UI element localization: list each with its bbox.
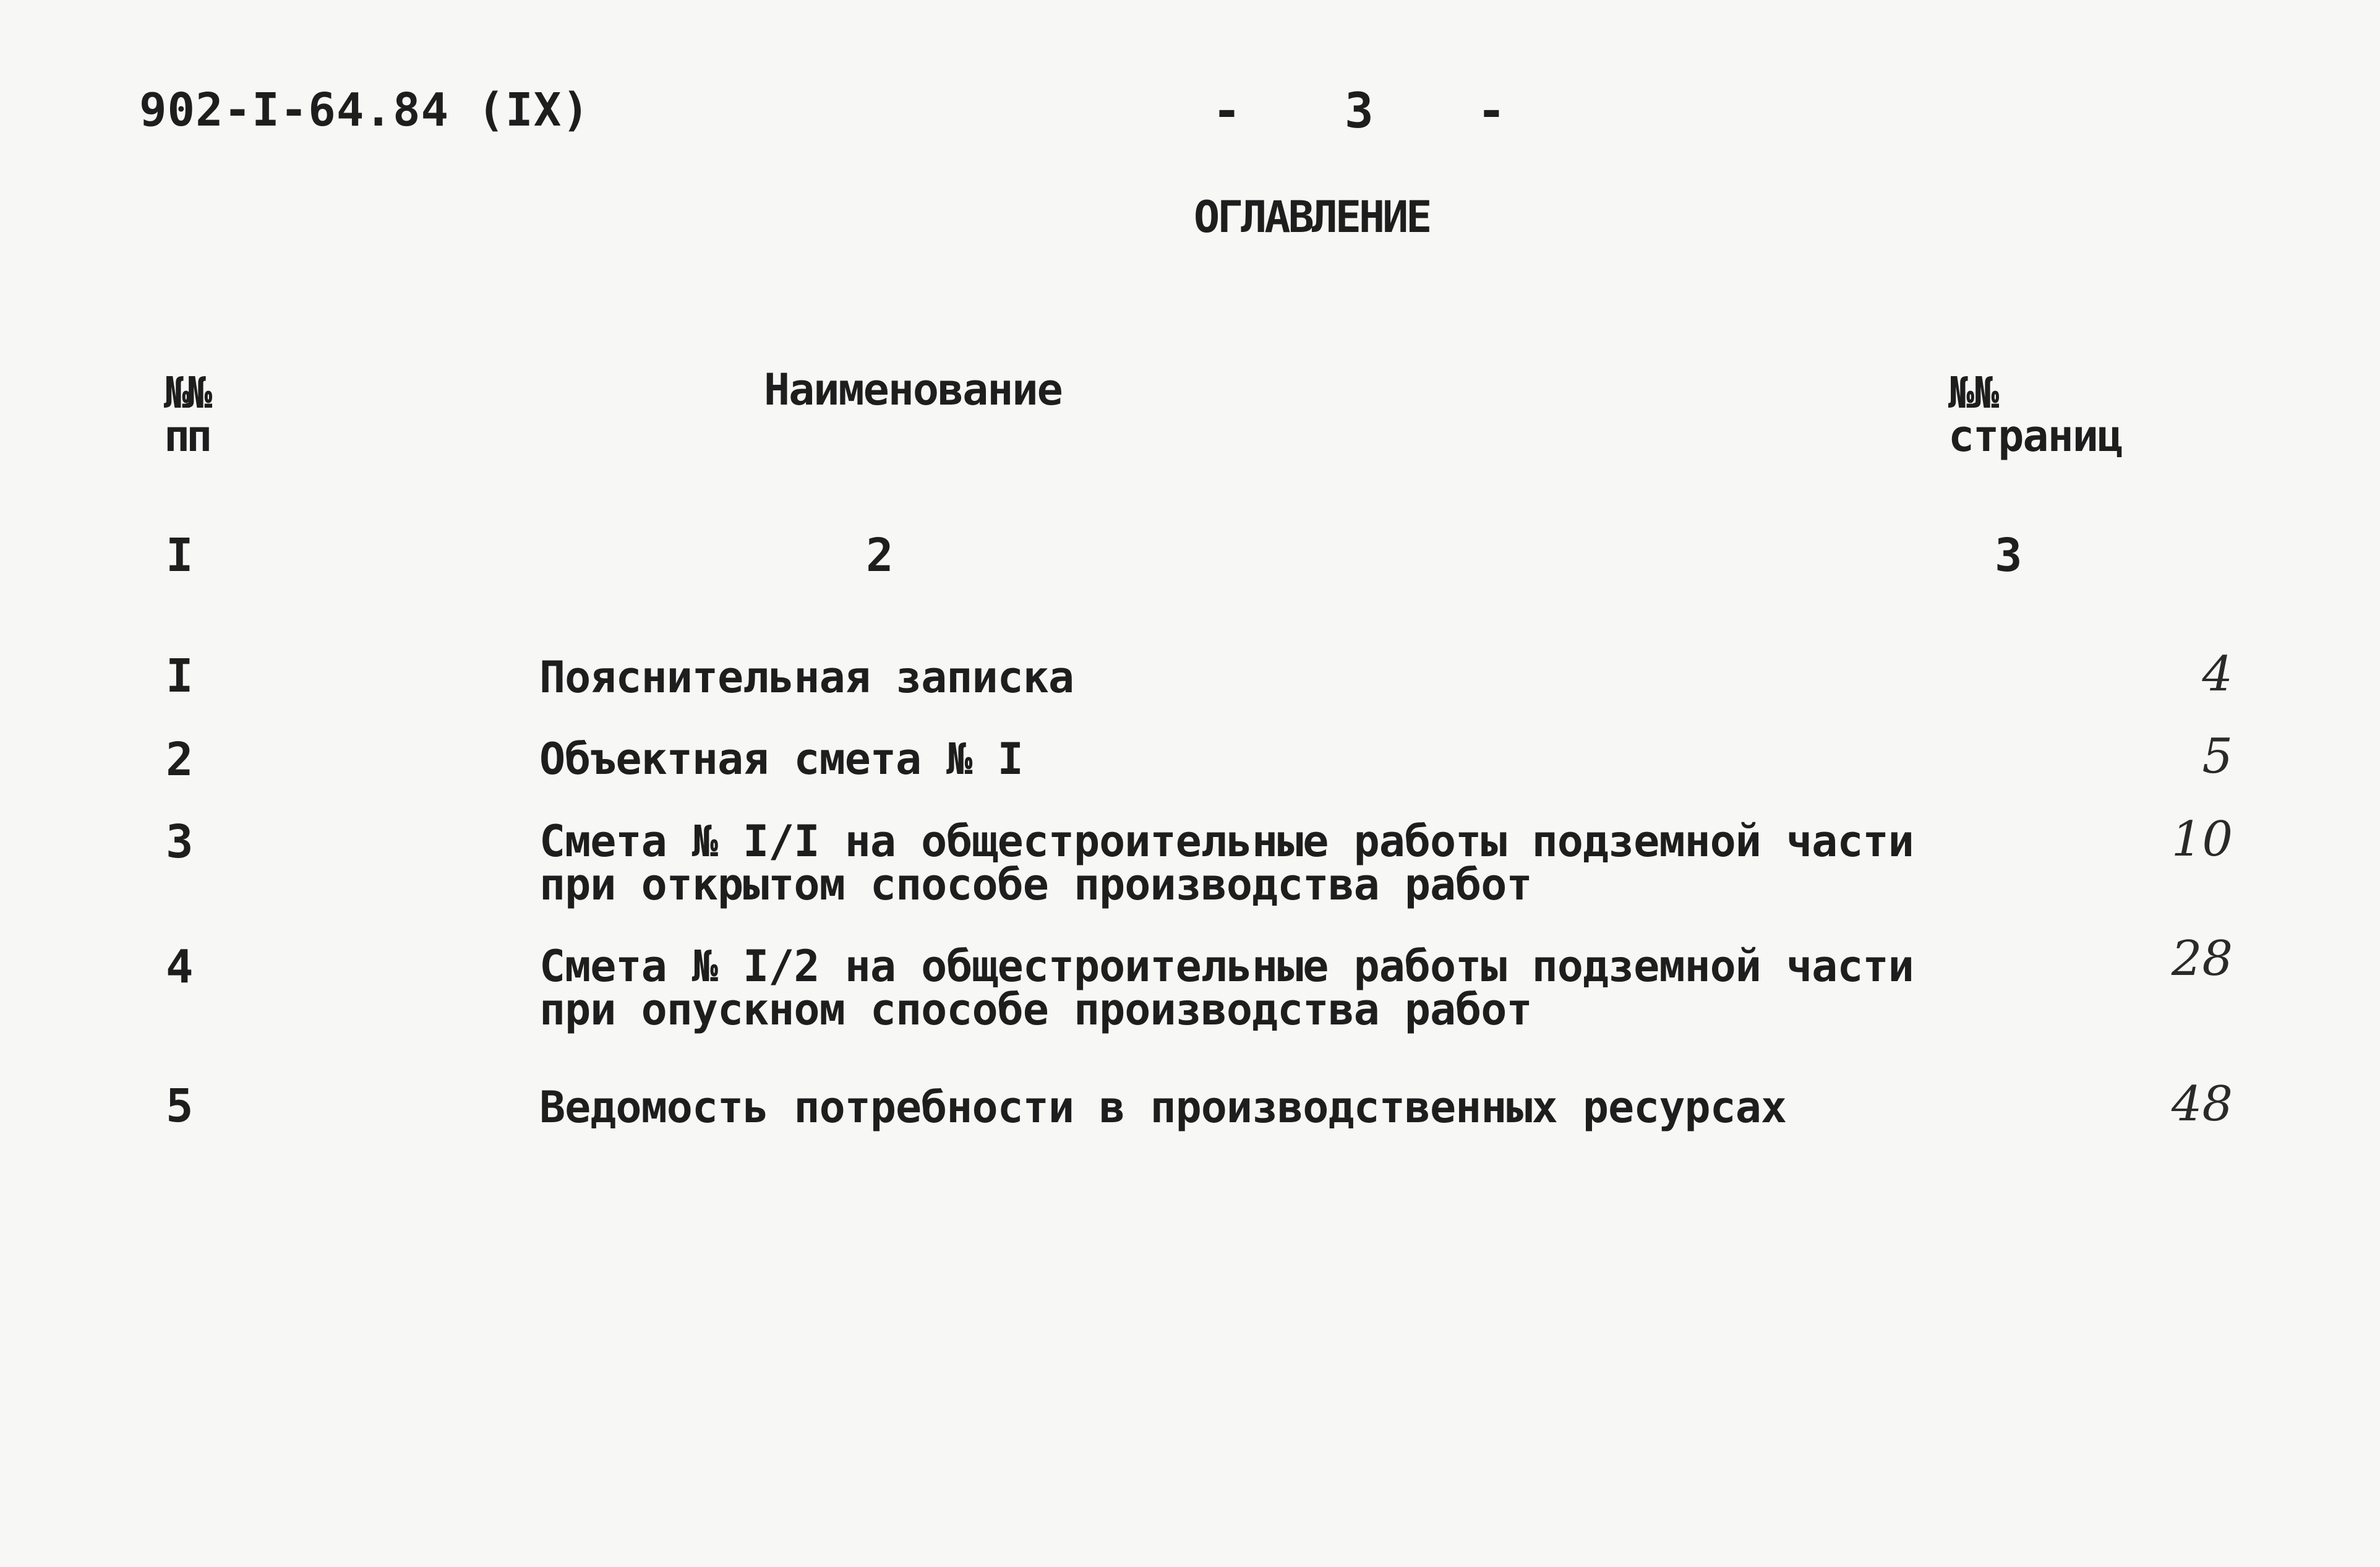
row-2-title: Объектная смета № I (539, 734, 1023, 784)
row-2-page: 5 (2202, 729, 2233, 784)
column-header-number-line1: №№ (164, 367, 209, 418)
row-3-title (539, 816, 1914, 910)
row-3-title-line2: при открытом способе производства работ (539, 859, 1532, 910)
row-3-title-line1: Смета № I/I на общестроительные работы подземной части (539, 816, 1914, 867)
column-header-pages-line2: страниц (1948, 411, 2123, 462)
row-1-number: I (166, 650, 194, 703)
document-code: 902-I-64.84 (IX) (139, 84, 590, 137)
column-number-2: 2 (866, 529, 894, 582)
column-header-pages-line1: №№ (1948, 367, 1998, 418)
row-2-number: 2 (166, 733, 194, 786)
row-4-title (539, 941, 1914, 1035)
row-3-number: 3 (166, 815, 194, 869)
row-5-title: Ведомость потребности в производственных ресурсах (539, 1082, 1787, 1133)
column-number-1: I (166, 529, 194, 582)
column-header-number (164, 367, 209, 462)
row-4-title-line1: Смета № I/2 на общестроительные работы подземной части (539, 941, 1914, 992)
row-4-page: 28 (2171, 931, 2233, 987)
page-title: ОГЛАВЛЕНИЕ (1194, 192, 1430, 243)
page-number: - 3 - (1212, 84, 1543, 139)
row-1-title: Пояснительная записка (539, 652, 1074, 703)
row-4-number: 4 (166, 940, 194, 994)
row-3-page: 10 (2171, 812, 2233, 867)
column-header-number-line2: пп (164, 411, 209, 462)
column-number-3: 3 (1995, 529, 2023, 582)
column-header-name: Наименование (764, 364, 1062, 415)
row-5-number: 5 (166, 1080, 194, 1133)
column-header-pages (1948, 367, 2123, 462)
row-5-page: 48 (2171, 1076, 2233, 1132)
row-4-title-line2: при опускном способе производства работ (539, 984, 1532, 1035)
row-1-page: 4 (2202, 646, 2233, 702)
